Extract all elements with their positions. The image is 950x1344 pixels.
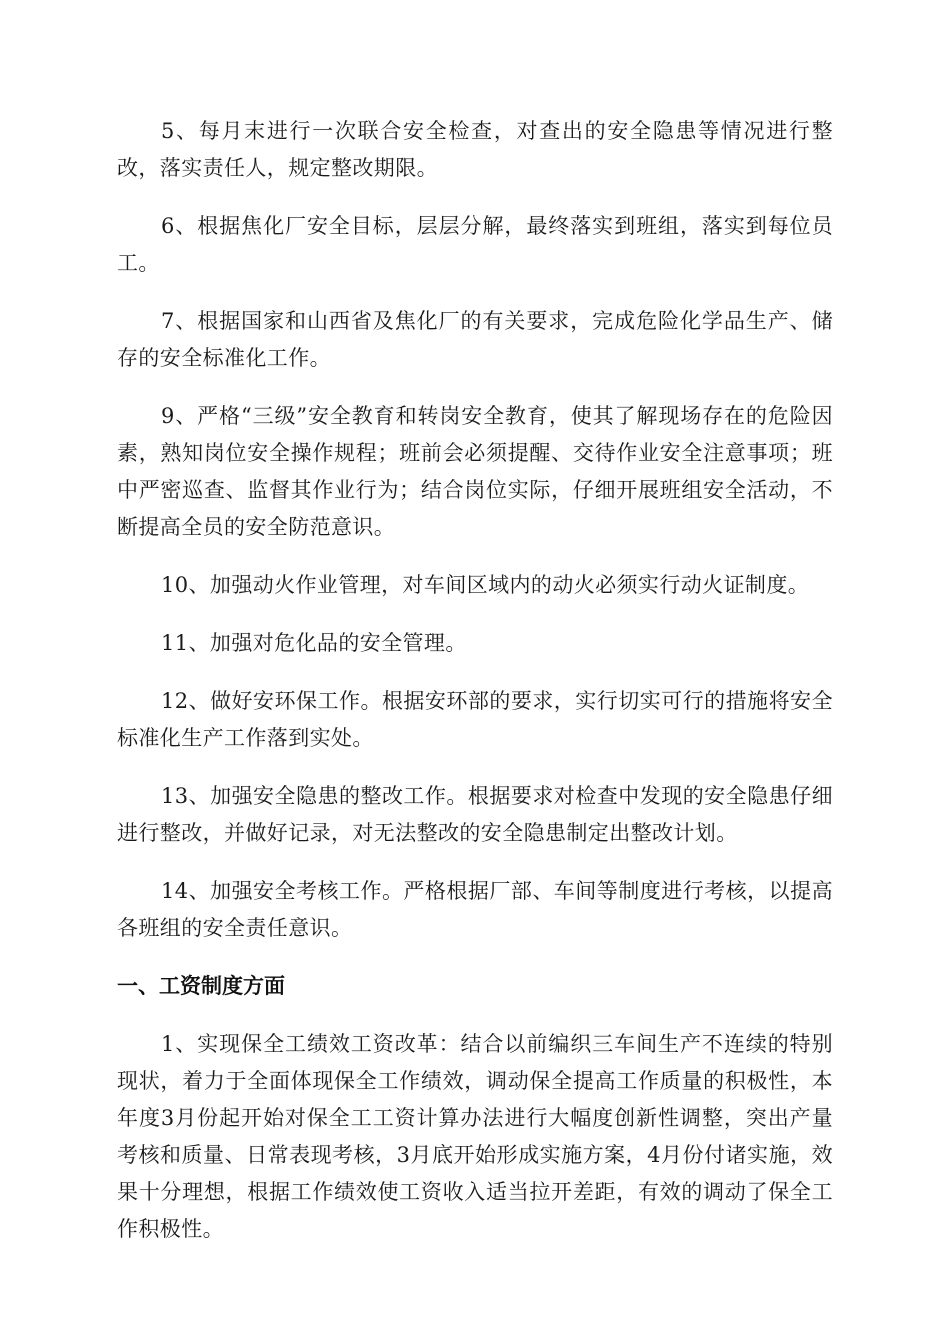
paragraph-item-10: 10、加强动火作业管理，对车间区域内的动火必须实行动火证制度。 xyxy=(161,573,810,597)
paragraph-item-5: 5、每月末进行一次联合安全检查，对查出的安全隐患等情况进行整改，落实责任人，规定整改期限。 xyxy=(117,119,833,180)
paragraph-item-13: 13、加强安全隐患的整改工作。根据要求对检查中发现的安全隐患仔细进行整改，并做好记录，对无法整改的安全隐患制定出整改计划。 xyxy=(117,784,833,845)
paragraph-item-14: 14、加强安全考核工作。严格根据厂部、车间等制度进行考核，以提高各班组的安全责任意识。 xyxy=(117,879,833,940)
paragraph-item-6: 6、根据焦化厂安全目标，层层分解，最终落实到班组，落实到每位员工。 xyxy=(117,214,833,275)
section-heading-wage-system: 一、工资制度方面 xyxy=(117,974,285,998)
document-body xyxy=(117,113,833,1269)
paragraph-item-7: 7、根据国家和山西省及焦化厂的有关要求，完成危险化学品生产、储存的安全标准化工作。 xyxy=(117,309,833,370)
paragraph-item-9: 9、严格“三级”安全教育和转岗安全教育，使其了解现场存在的危险因素，熟知岗位安全操作规程；班前会必须提醒、交待作业安全注意事项；班中严密巡查、监督其作业行为；结合岗位实际，仔细开展班组安全活动，不断提高全员的安全防范意识。 xyxy=(117,404,833,539)
paragraph-wage-reform: 1、实现保全工绩效工资改革：结合以前编织三车间生产不连续的特别现状，着力于全面体现保全工作绩效，调动保全提高工作质量的积极性，本年度3月份起开始对保全工工资计算办法进行大幅度创新性调整，突出产量考核和质量、日常表现考核，3月底开始形成实施方案，4月份付诸实施，效果十分理想，根据工作绩效使工资收入适当拉开差距，有效的调动了保全工作积极性。 xyxy=(117,1032,833,1241)
paragraph-item-12: 12、做好安环保工作。根据安环部的要求，实行切实可行的措施将安全标准化生产工作落到实处。 xyxy=(117,689,833,750)
paragraph-item-11: 11、加强对危化品的安全管理。 xyxy=(161,631,467,655)
